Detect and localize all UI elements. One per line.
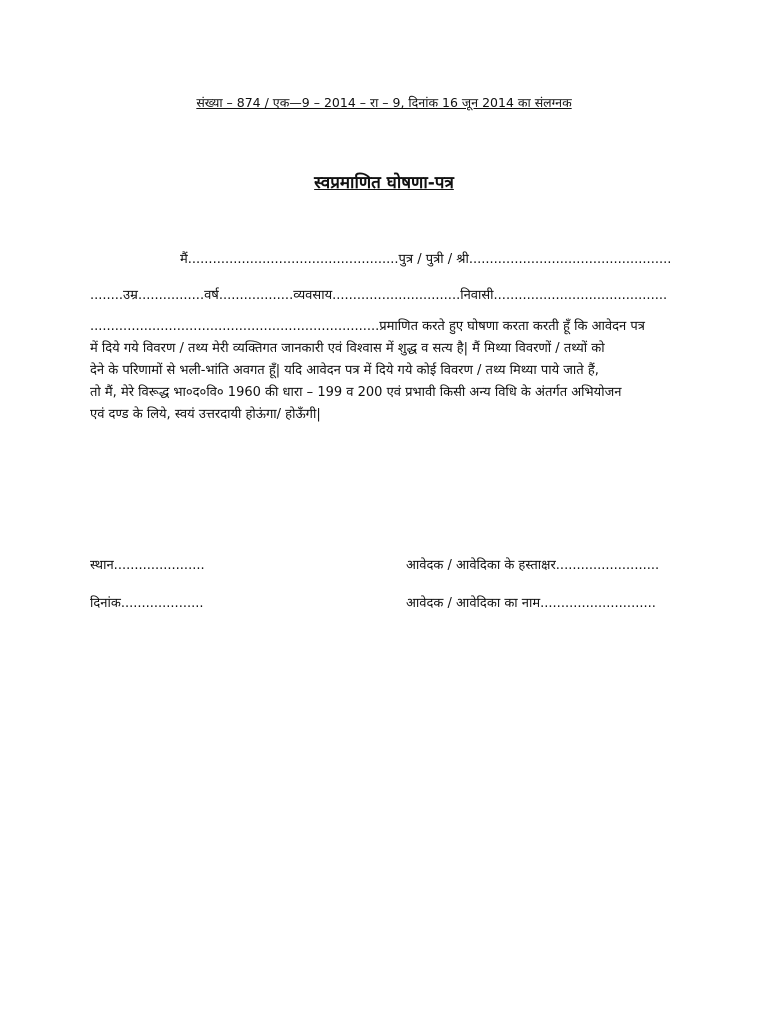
paragraph-line: ......................................................................प्रमाणित करते हुए घोषणा करता करती हूँ कि आवेदन पत्र	[90, 319, 645, 334]
place-field: स्थान......................	[90, 558, 205, 573]
age-occupation-residence-line: ........उम्र................वर्ष..................व्यवसाय...............................निवासी..........................................	[90, 288, 668, 303]
paragraph-line: तो मैं, मेरे विरूद्ध भा०द०वि० 1960 की धारा – 199 व 200 एवं प्रभावी किसी अन्य विधि के अंतर्गत अभियोजन	[90, 385, 622, 400]
paragraph-line: देने के परिणामों से भली-भांति अवगत हूँ| यदि आवेदन पत्र में दिये गये कोई विवरण / तथ्य मिथ्या पाये जाते हैं,	[90, 363, 599, 378]
name-parent-line: मैं...................................................पुत्र / पुत्री / श्री.................................................	[180, 252, 672, 267]
date-field: दिनांक....................	[90, 596, 204, 611]
declaration-paragraph	[90, 316, 682, 426]
paragraph-line: एवं दण्ड के लिये, स्वयं उत्तरदायी होऊंगा/ होऊँगी|	[90, 407, 321, 422]
page-title: स्वप्रमाणित घोषणा-पत्र	[314, 173, 454, 193]
applicant-name-field: आवेदक / आवेदिका का नाम............................	[406, 596, 656, 611]
paragraph-line: में दिये गये विवरण / तथ्य मेरी व्यक्तिगत जानकारी एवं विश्वास में शुद्ध व सत्य है| मैं मिथ्या विवरणों / तथ्यों को	[90, 341, 605, 356]
applicant-signature-field: आवेदक / आवेदिका के हस्ताक्षर.........................	[406, 558, 660, 573]
reference-line: संख्या – 874 / एक—9 – 2014 – रा – 9, दिनांक 16 जून 2014 का संलग्नक	[196, 95, 572, 110]
